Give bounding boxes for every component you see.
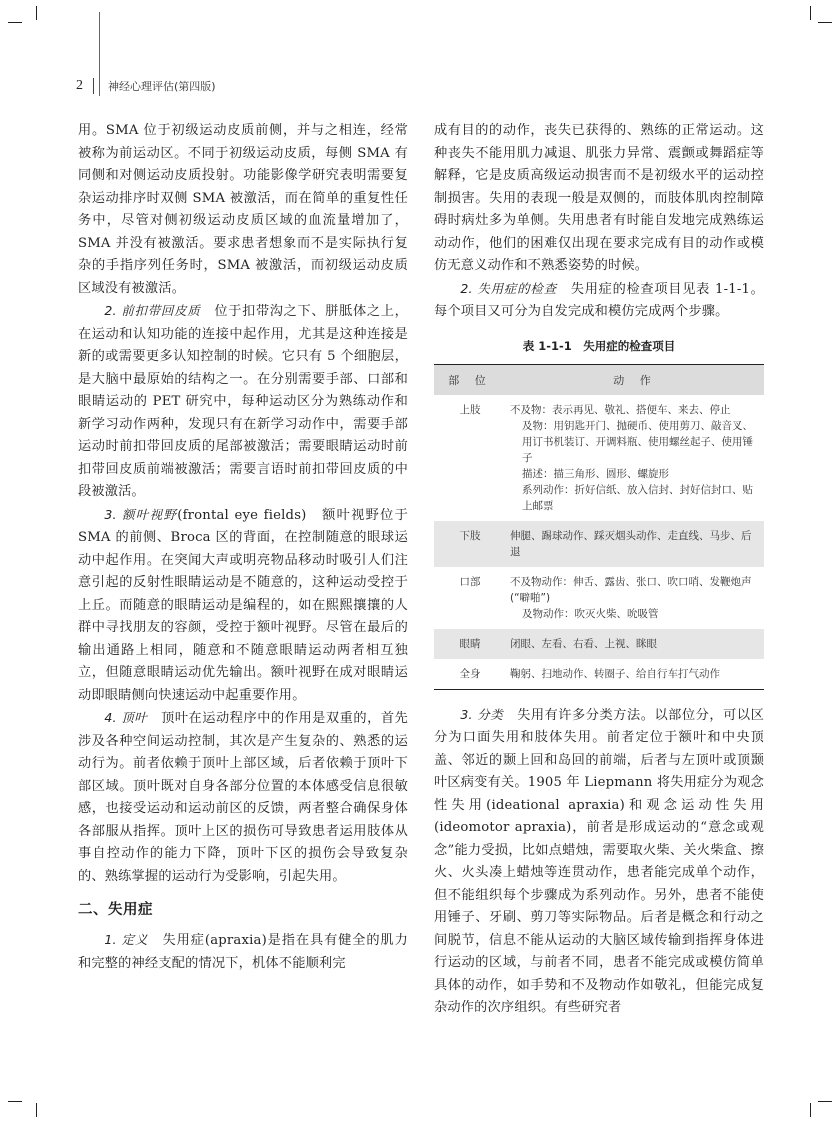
paragraph: [78, 707, 408, 888]
paragraph: [434, 278, 764, 324]
table-cell-action: [506, 567, 764, 629]
paragraph: [78, 929, 408, 975]
action-line: 及物：用钥匙开门、抛硬币、使用剪刀、敲音叉、用订书机装订、开调料瓶、使用螺丝起子、使用锤子: [522, 419, 753, 464]
action-line: 及物动作：吹灭火柴、吮吸管: [522, 607, 659, 620]
crop-mark: [8, 1101, 22, 1102]
paragraph: 成有目的的动作，丧失已获得的、熟练的正常运动。这种丧失不能用肌力减退、肌张力异常、震颤或舞蹈症等解释，它是皮质高级运动损害而不是初级水平的运动控制损害。失用的表现一般是双侧的，而肢体肌肉控制障碍时病灶多为单侧。失用患者有时能自发地完成熟练运动动作，他们的困难仅出现在要求完成有目的动作或模仿无意义动作和不熟悉姿势的时候。: [434, 123, 764, 273]
page-number: 2: [76, 78, 83, 93]
table-cell-part: 下肢: [434, 521, 506, 567]
table-cell-action: [506, 659, 764, 690]
paragraph-heading: 2. 前扣带回皮质: [104, 303, 201, 318]
paragraph-text: 顶叶在运动程序中的作用是双重的，首先涉及各种空间运动控制，其次是产生复杂的、熟悉的运动行为。前者依赖于顶叶上部区域，后者依赖于顶叶下部区域。顶叶既对自身各部分位置的本体感受信息很敏感，也接受运动和运动前区的反馈，两者整合确保身体各部服从指挥。顶叶上区的损伤可导致患者运用肢体从事自控动作的能力下降，顶叶下区的损伤会导致复杂的、熟练掌握的运动行为受影响，引起失用。: [78, 711, 408, 884]
paragraph-heading: 1. 定义: [104, 932, 149, 947]
table-caption: 表 1-1-1 失用症的检查项目: [522, 338, 676, 353]
paragraph-heading: 2. 失用症的检查: [460, 280, 557, 296]
paragraph: [78, 300, 408, 504]
paragraph-text: 失用有许多分类方法。以部位分，可以区分为口面失用和肢体失用。前者定位于额叶和中央顶盖、邻近的颞上回和岛回的前端，后者与左顶叶或顶颞叶区病变有关。1905 年 Liepmann 将失用症分为观念性失用(ideational apraxia)和观念运动性失用(ideomotor apraxia)，前者是形成运动的“意念或观念”能力受损，比如点蜡烛，需要取火柴、关火柴盒、擦火、火头凑上蜡烛等连贯动作，患者能完成单个动作，但不能组织每个步骤成为系列动作。另外，患者不能使用锤子、牙刷、剪刀等实际物品。后者是概念和行动之间脱节，信息不能从运动的大脑区域传输到指挥身体进行运动的区域，与前者不同，患者不能完成或模仿简单具体的动作，如手势和不及物动作如敬礼，但能完成复杂动作的次序组织。有些研究者: [434, 707, 764, 1015]
table-cell-part: 口部: [459, 575, 481, 588]
paragraph-text: 失用症的检查项目见表 1-1-1。每个项目又可分为自发完成和模仿完成两个步骤。: [434, 281, 765, 319]
page-header: [76, 76, 216, 96]
paragraph-heading: 4. 顶叶: [104, 710, 148, 725]
paragraph-heading: 3. 额叶视野: [104, 506, 178, 522]
table-cell-part: 全身: [459, 667, 481, 680]
crop-mark: [818, 1101, 832, 1102]
paragraph: [434, 704, 764, 1020]
table-cell-action: [506, 521, 764, 567]
table-cell-action: [506, 629, 764, 659]
paragraph-text: (frontal eye fields) 额叶视野位于 SMA 的前侧、Broca 区的背面，在控制随意的眼球运动中起作用。在突闻大声或明亮物品移动时吸引人们注意引起的反射性眼睛运动是不随意的，这种运动受控于上丘。而随意的眼睛运动是编程的，如在熙熙攘攘的人群中寻找朋友的容颜，受控于额叶视野。尽管在最后的输出通路上相同，随意和不随意眼睛运动两者相互独立，但随意眼睛运动优先输出。额叶视野在成对眼睛运动即眼睛侧向快速运动中起重要作用。: [78, 507, 408, 703]
crop-mark: [818, 22, 832, 23]
table-body: [434, 395, 764, 690]
table-row: [434, 395, 764, 521]
apraxia-exam-table: [434, 364, 764, 690]
table-row: [434, 567, 764, 629]
action-line: 描述：描三角形、圆形、螺旋形: [522, 467, 669, 480]
table-header-part: 部 位: [434, 364, 506, 395]
action-line: 不及物：表示再见、敬礼、搭便车、来去、停止: [510, 403, 731, 416]
paragraph: 用。SMA 位于初级运动皮质前侧，并与之相连，经常被称为前运动区。不同于初级运动皮质，每侧 SMA 有同侧和对侧运动皮质投射。功能影像学研究表明需要复杂运动排序时双侧 SMA 被激活，而在简单的重复性任务中，尽管对侧初级运动皮质区域的血流量增加了，SMA 并没有被激活。要求患者想象而不是实际执行复杂的手指序列任务时，SMA 被激活，而初级运动皮质区域没有被激活。: [78, 123, 408, 296]
table-header-action: 动 作: [506, 364, 764, 395]
paragraph-text: 失用症(apraxia)是指在具有健全的肌力和完整的神经支配的情况下，机体不能顺利完: [78, 933, 408, 971]
table-row: [434, 521, 764, 567]
table-row: [434, 659, 764, 690]
crop-mark: [36, 6, 37, 20]
running-title: 神经心理评估(第四版): [108, 80, 216, 93]
table-row: [434, 629, 764, 659]
crop-mark: [36, 1103, 37, 1117]
header-divider: [93, 78, 94, 94]
crop-mark: [810, 1103, 811, 1117]
table-cell-part: 眼睛: [434, 629, 506, 659]
action-line: 伸腿、踢球动作、踩灭烟头动作、走直线、马步、后退: [510, 529, 752, 558]
paragraph-heading: 3. 分类: [460, 706, 504, 722]
crop-mark: [810, 6, 811, 20]
action-line: 系列动作：折好信纸、放入信封、封好信封口、贴上邮票: [522, 483, 753, 512]
section-heading: 二、失用症: [78, 902, 153, 918]
action-line: 鞠躬、扫地动作、转圈子、给自行车打气动作: [510, 667, 720, 680]
paragraph: [78, 504, 408, 708]
action-line: 闭眼、左看、右看、上视、眯眼: [510, 637, 657, 650]
right-column: [434, 120, 764, 1020]
action-line: 不及物动作：伸舌、露齿、张口、吹口哨、发鞭炮声(“噼啪”): [510, 575, 752, 604]
table-cell-part: 上肢: [459, 403, 481, 416]
crop-mark: [8, 22, 22, 23]
table-cell-action: [506, 395, 764, 521]
left-column: [78, 120, 408, 975]
paragraph-text: 位于扣带沟之下、胼胝体之上，在运动和认知功能的连接中起作用，尤其是这种连接是新的或需要更多认知控制的时候。它只有 5 个细胞层，是大脑中最原始的结构之一。在分别需要手部、口部和眼睛运动的 PET 研究中，每种运动区分为熟练动作和新学习动作两种，发现只有在新学习动作中，需要手部运动时前扣带回皮质的尾部被激活；需要眼睛运动时前扣带回皮质前端被激活；需要言语时前扣带回皮质的中段被激活。: [78, 304, 409, 499]
